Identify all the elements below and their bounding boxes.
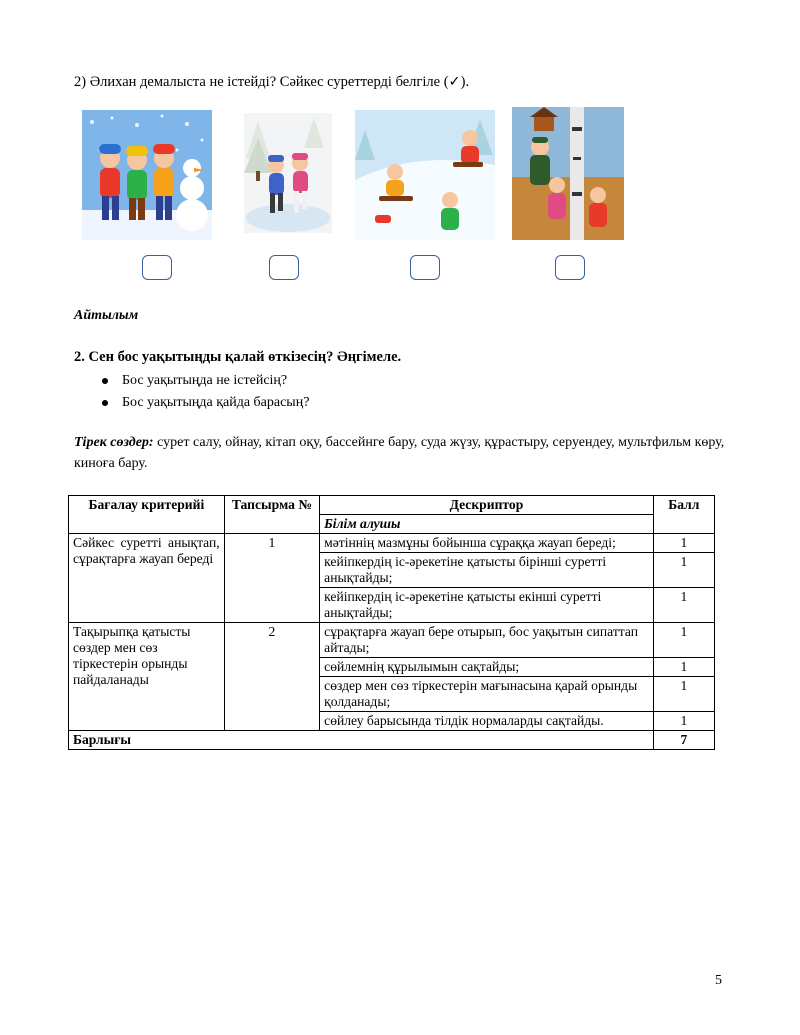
header-descriptor: Дескриптор xyxy=(320,496,654,515)
picture-sledding xyxy=(355,110,495,240)
bullet-item xyxy=(100,392,309,414)
header-criteria: Бағалау критерийі xyxy=(69,496,225,534)
header-learner: Білім алушы xyxy=(320,515,654,534)
section-title: Айтылым xyxy=(74,308,139,323)
score-cell: 1 xyxy=(653,712,714,731)
score-cell: 1 xyxy=(653,658,714,677)
descriptor-cell: сөйлеу барысында тілдік нормаларды сақтайды. xyxy=(320,712,654,731)
descriptor-text: мәтіннің мазмұны бойынша сұраққа жауап береді; xyxy=(324,535,616,550)
task-2-instruction: 2) Әлихан демалыста не істейді? Сәйкес суреттерді белгіле (✓). xyxy=(74,74,470,90)
score-cell: 1 xyxy=(653,677,714,712)
score-cell: 1 xyxy=(653,623,714,658)
score-cell: 1 xyxy=(653,534,714,553)
total-row xyxy=(69,731,715,750)
picture-bird-feeder xyxy=(512,107,624,240)
bullet-icon xyxy=(102,400,108,406)
table-row xyxy=(69,623,715,658)
total-label: Барлығы xyxy=(69,731,654,750)
table-row xyxy=(69,534,715,553)
header-task: Тапсырма № xyxy=(224,496,319,534)
score-cell: 1 xyxy=(653,553,714,588)
answer-checkbox-1[interactable] xyxy=(142,255,172,280)
criteria-cell xyxy=(69,534,225,623)
question-2-bullets xyxy=(100,370,309,414)
criteria-text: Сәйкес суретті анықтап, сұрақтарға жауап береді xyxy=(73,535,220,566)
descriptor-cell: кейіпкердің іс-әрекетіне қатысты бірінші суретті анықтайды; xyxy=(320,553,654,588)
snowman-illustration xyxy=(82,110,212,240)
bird-feeder-illustration xyxy=(512,107,624,240)
descriptor-cell xyxy=(320,534,654,553)
bullet-icon xyxy=(102,378,108,384)
support-words-label: Тірек сөздер: xyxy=(74,435,154,450)
header-score: Балл xyxy=(653,496,714,534)
descriptor-cell: сөйлемнің құрылымын сақтайды; xyxy=(320,658,654,677)
support-words xyxy=(74,432,734,474)
total-score: 7 xyxy=(653,731,714,750)
answer-checkbox-4[interactable] xyxy=(555,255,585,280)
ice-skating-illustration xyxy=(244,113,332,233)
page-number: 5 xyxy=(715,973,722,988)
sledding-illustration xyxy=(355,110,495,240)
task-cell: 2 xyxy=(224,623,319,731)
descriptor-cell: сөздер мен сөз тіркестерін мағынасына қарай орынды қолданады; xyxy=(320,677,654,712)
support-words-text: сурет салу, ойнау, кітап оқу, бассейнге бару, суда жүзу, құрастыру, серуендеу, мультфильм көру, киноға бару. xyxy=(74,435,725,471)
picture-snowman xyxy=(82,110,212,240)
answer-checkbox-3[interactable] xyxy=(410,255,440,280)
descriptor-cell: кейіпкердің іс-әрекетіне қатысты екінші суретті анықтайды; xyxy=(320,588,654,623)
descriptor-cell: сұрақтарға жауап бере отырып, бос уақытын сипаттап айтады; xyxy=(320,623,654,658)
picture-ice-skating xyxy=(244,113,332,233)
score-cell: 1 xyxy=(653,588,714,623)
answer-checkbox-2[interactable] xyxy=(269,255,299,280)
task-cell: 1 xyxy=(224,534,319,623)
bullet-item xyxy=(100,370,309,392)
criteria-cell: Тақырыпқа қатысты сөздер мен сөз тіркестерін орынды пайдаланады xyxy=(69,623,225,731)
table-header-row xyxy=(69,496,715,515)
bullet-text: Бос уақытыңда қайда барасың? xyxy=(122,395,310,410)
assessment-table xyxy=(68,495,715,750)
bullet-text: Бос уақытыңда не істейсің? xyxy=(122,373,288,388)
question-2-title: 2. Сен бос уақытыңды қалай өткізесің? Әңгімеле. xyxy=(74,349,402,365)
